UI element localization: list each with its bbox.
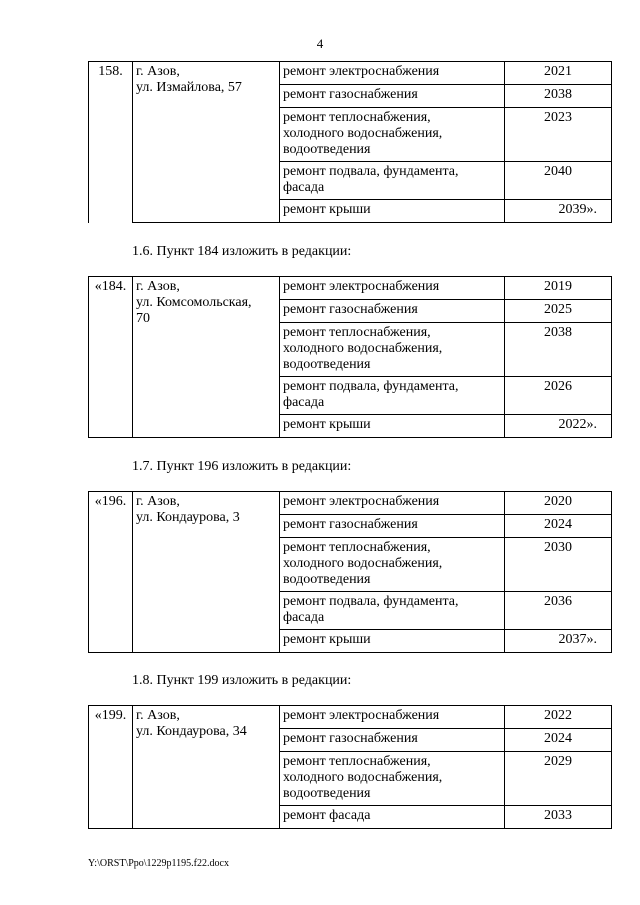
work-cell — [280, 108, 505, 162]
address-cell — [133, 62, 280, 223]
file-path-footer: Y:\ORST\Ppo\1229p1195.f22.docx — [88, 858, 229, 869]
address-line: 70 — [136, 311, 150, 326]
work-line: ремонт газоснабжения — [283, 517, 418, 532]
table-row — [89, 62, 612, 85]
section-heading: 1.8. Пункт 199 изложить в редакции: — [132, 673, 352, 688]
work-line: ремонт газоснабжения — [283, 302, 418, 317]
year-cell: 2022 — [505, 706, 612, 729]
work-line: ремонт теплоснабжения, — [283, 110, 431, 125]
address-cell — [133, 492, 280, 653]
item-number: 158. — [89, 62, 133, 223]
work-cell — [280, 729, 505, 752]
address-line: г. Азов, — [136, 708, 180, 723]
item-number: «196. — [89, 492, 133, 653]
work-cell — [280, 200, 505, 223]
year-cell: 2021 — [505, 62, 612, 85]
year-cell: 2038 — [505, 85, 612, 108]
year-cell: 2036 — [505, 592, 612, 630]
work-cell — [280, 162, 505, 200]
year-cell: 2029 — [505, 752, 612, 806]
work-line: ремонт фасада — [283, 808, 371, 823]
year-cell: 2037». — [505, 630, 612, 653]
work-cell — [280, 630, 505, 653]
year-cell: 2040 — [505, 162, 612, 200]
year-cell: 2030 — [505, 538, 612, 592]
work-cell — [280, 538, 505, 592]
work-cell — [280, 806, 505, 829]
address-line: ул. Комсомольская, — [136, 295, 252, 310]
year-cell: 2024 — [505, 515, 612, 538]
year-cell: 2033 — [505, 806, 612, 829]
work-line: водоотведения — [283, 357, 371, 372]
item-number: «184. — [89, 277, 133, 438]
year-cell: 2024 — [505, 729, 612, 752]
work-line: фасада — [283, 180, 325, 195]
work-line: ремонт газоснабжения — [283, 731, 418, 746]
work-line: холодного водоснабжения, — [283, 556, 443, 571]
work-line: ремонт подвала, фундамента, — [283, 594, 459, 609]
work-cell — [280, 62, 505, 85]
work-line: ремонт теплоснабжения, — [283, 754, 431, 769]
work-line: ремонт крыши — [283, 417, 371, 432]
work-line: ремонт теплоснабжения, — [283, 540, 431, 555]
work-line: ремонт теплоснабжения, — [283, 325, 431, 340]
work-line: ремонт электроснабжения — [283, 279, 440, 294]
work-cell — [280, 492, 505, 515]
item-number: «199. — [89, 706, 133, 829]
work-line: ремонт газоснабжения — [283, 87, 418, 102]
table-item-199 — [88, 705, 612, 829]
work-line: холодного водоснабжения, — [283, 341, 443, 356]
work-line: холодного водоснабжения, — [283, 126, 443, 141]
work-line: водоотведения — [283, 142, 371, 157]
table-item-184 — [88, 276, 612, 438]
table-row — [89, 492, 612, 515]
year-cell: 2039». — [505, 200, 612, 223]
year-cell: 2038 — [505, 323, 612, 377]
table-row — [89, 706, 612, 729]
table-item-196 — [88, 491, 612, 653]
address-line: ул. Измайлова, 57 — [136, 80, 242, 95]
work-cell — [280, 415, 505, 438]
work-line: водоотведения — [283, 572, 371, 587]
table-item-158 — [88, 61, 612, 223]
work-line: ремонт электроснабжения — [283, 494, 440, 509]
page-number: 4 — [316, 36, 324, 51]
address-line: г. Азов, — [136, 64, 180, 79]
work-cell — [280, 752, 505, 806]
work-cell — [280, 377, 505, 415]
address-cell — [133, 277, 280, 438]
work-cell — [280, 323, 505, 377]
section-heading: 1.7. Пункт 196 изложить в редакции: — [132, 459, 352, 474]
address-line: г. Азов, — [136, 494, 180, 509]
address-line: ул. Кондаурова, 34 — [136, 724, 247, 739]
work-cell — [280, 85, 505, 108]
work-line: фасада — [283, 610, 325, 625]
address-line: г. Азов, — [136, 279, 180, 294]
work-line: ремонт подвала, фундамента, — [283, 379, 459, 394]
address-cell — [133, 706, 280, 829]
year-cell: 2023 — [505, 108, 612, 162]
year-cell: 2025 — [505, 300, 612, 323]
work-line: ремонт электроснабжения — [283, 708, 440, 723]
year-cell: 2026 — [505, 377, 612, 415]
work-line: ремонт крыши — [283, 632, 371, 647]
year-cell: 2019 — [505, 277, 612, 300]
year-cell: 2022». — [505, 415, 612, 438]
work-line: ремонт крыши — [283, 202, 371, 217]
work-line: ремонт подвала, фундамента, — [283, 164, 459, 179]
section-heading: 1.6. Пункт 184 изложить в редакции: — [132, 244, 352, 259]
work-line: холодного водоснабжения, — [283, 770, 443, 785]
work-line: фасада — [283, 395, 325, 410]
work-cell — [280, 277, 505, 300]
work-cell — [280, 515, 505, 538]
address-line: ул. Кондаурова, 3 — [136, 510, 240, 525]
work-line: ремонт электроснабжения — [283, 64, 440, 79]
table-row — [89, 277, 612, 300]
work-line: водоотведения — [283, 786, 371, 801]
year-cell: 2020 — [505, 492, 612, 515]
work-cell — [280, 706, 505, 729]
work-cell — [280, 592, 505, 630]
work-cell — [280, 300, 505, 323]
